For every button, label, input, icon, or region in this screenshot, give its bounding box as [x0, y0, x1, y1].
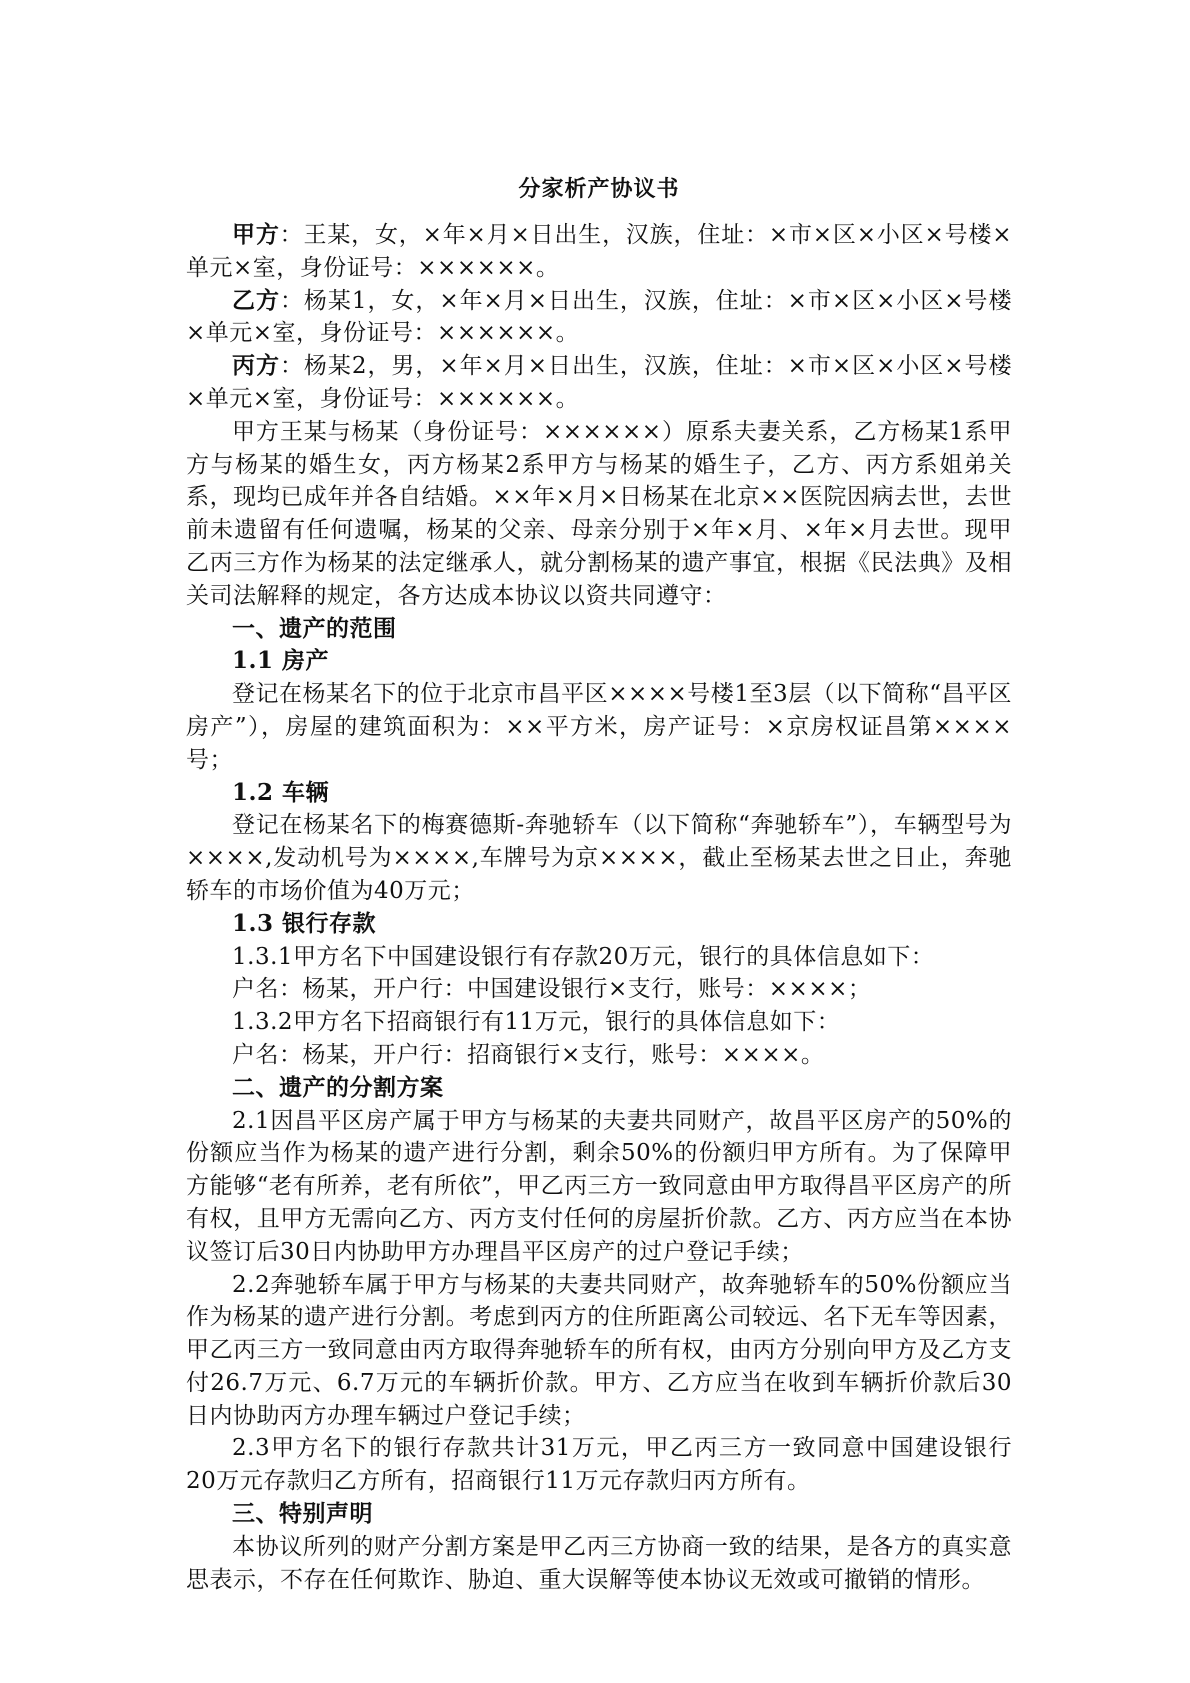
section-1-heading: 一、遗产的范围 — [232, 614, 397, 642]
party-a-label: 甲方 — [232, 221, 280, 248]
section-1-2-text: 登记在杨某名下的梅赛德斯-奔驰轿车（以下简称“奔驰轿车”），车辆型号为××××,发动机号为××××,车牌号为京××××，截止至杨某去世之日止，奔驰轿车的市场价值为40万元； — [186, 812, 1012, 904]
section-2-1-text: 2.1因昌平区房产属于甲方与杨某的夫妻共同财产，故昌平区房产的50%的份额应当作为杨某的遗产进行分割，剩余50%的份额归甲方所有。为了保障甲方能够“老有所养，老有所依”，甲乙丙三方一致同意由甲方取得昌平区房产的所有权，且甲方无需向乙方、丙方支付任何的房屋折价款。乙方、丙方应当在本协议签订后30日内协助甲方办理昌平区房产的过户登记手续； — [186, 1107, 1012, 1265]
party-b — [186, 285, 1012, 351]
section-2-3-text: 2.3甲方名下的银行存款共计31万元，甲乙丙三方一致同意中国建设银行20万元存款归乙方所有，招商银行11万元存款归丙方所有。 — [186, 1435, 1012, 1495]
section-3-text: 本协议所列的财产分割方案是甲乙丙三方协商一致的结果，是各方的真实意思表示，不存在任何欺诈、胁迫、重大误解等使本协议无效或可撤销的情形。 — [186, 1533, 1012, 1593]
party-c-label: 丙方 — [232, 352, 280, 380]
section-1-3-line: 1.3.2甲方名下招商银行有11万元，银行的具体信息如下： — [232, 1009, 841, 1036]
section-2-heading: 二、遗产的分割方案 — [232, 1073, 444, 1101]
section-2-2-text: 2.2奔驰轿车属于甲方与杨某的夫妻共同财产，故奔驰轿车的50%份额应当作为杨某的遗产进行分割。考虑到丙方的住所距离公司较远、名下无车等因素，甲乙丙三方一致同意由丙方取得奔驰轿车的所有权，由丙方分别向甲方及乙方支付26.7万元、6.7万元的车辆折价款。甲方、乙方应当在收到车辆折价款后30日内协助丙方办理车辆过户登记手续； — [186, 1271, 1012, 1429]
party-a-text: ：王某，女，×年×月×日出生，汉族，住址：×市×区×小区×号楼×单元×室，身份证号：××××××。 — [186, 222, 1012, 281]
party-b-text: ：杨某1，女，×年×月×日出生，汉族，住址：×市×区×小区×号楼×单元×室，身份证号：××××××。 — [186, 287, 1012, 347]
preamble-paragraph: 甲方王某与杨某（身份证号：××××××）原系夫妻关系，乙方杨某1系甲方与杨某的婚生女，丙方杨某2系甲方与杨某的婚生子，乙方、丙方系姐弟关系，现均已成年并各自结婚。××年×月×日杨某在北京××医院因病去世，去世前未遗留有任何遗嘱，杨某的父亲、母亲分别于×年×月、×年×月去世。现甲乙丙三方作为杨某的法定继承人，就分割杨某的遗产事宜，根据《民法典》及相关司法解释的规定，各方达成本协议以资共同遵守： — [186, 418, 1012, 609]
section-3-heading: 三、特别声明 — [232, 1500, 373, 1528]
section-1-3-heading: 1.3 银行存款 — [232, 909, 377, 937]
party-c — [186, 350, 1012, 416]
party-b-label: 乙方 — [232, 286, 280, 314]
section-1-3-line: 1.3.1甲方名下中国建设银行有存款20万元，银行的具体信息如下： — [232, 943, 935, 970]
party-c-text: ：杨某2，男，×年×月×日出生，汉族，住址：×市×区×小区×号楼×单元×室，身份证号：××××××。 — [186, 353, 1012, 412]
document-title: 分家析产协议书 — [518, 176, 680, 202]
section-1-3-line: 户名：杨某，开户行：中国建设银行×支行，账号：××××； — [232, 976, 872, 1003]
section-1-1-text: 登记在杨某名下的位于北京市昌平区××××号楼1至3层（以下简称“昌平区房产”），房屋的建筑面积为：××平方米，房产证号：×京房权证昌第××××号； — [186, 681, 1012, 773]
section-1-3-line: 户名：杨某，开户行：招商银行×支行，账号：××××。 — [232, 1041, 825, 1068]
document-page — [186, 172, 1012, 1596]
party-a — [186, 219, 1012, 285]
section-1-1-heading: 1.1 房产 — [232, 647, 330, 675]
section-1-2-heading: 1.2 车辆 — [232, 778, 330, 806]
